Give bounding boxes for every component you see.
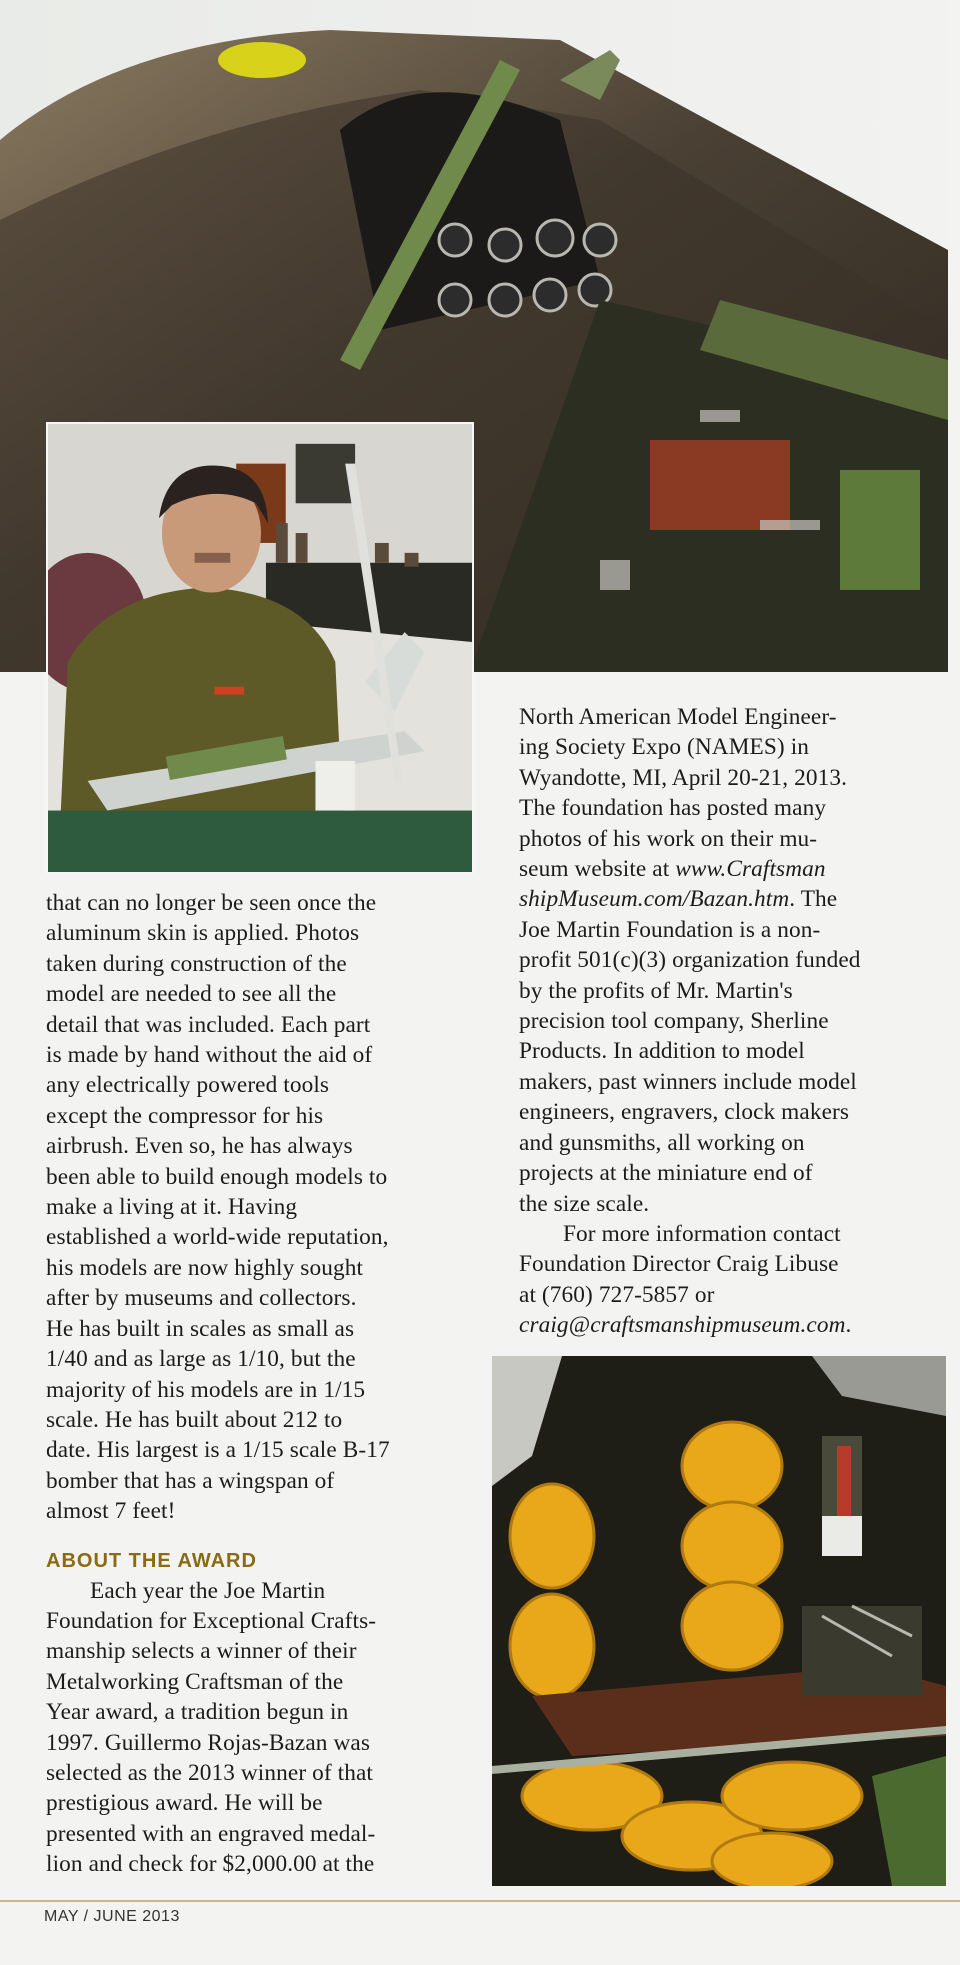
- text-line: established a world-wide reputation,: [46, 1224, 389, 1251]
- bomb-bay-model-photo: [492, 1356, 946, 1886]
- text-line: his models are now highly sought: [46, 1254, 364, 1281]
- text-line: North American Model Engineer-: [519, 704, 837, 730]
- text-line: Products. In addition to model: [519, 1038, 805, 1065]
- text-line: after by museums and collectors.: [46, 1285, 357, 1312]
- text-line: date. His largest is a 1/15 scale B-17: [46, 1437, 390, 1464]
- text-line: almost 7 feet!: [46, 1498, 176, 1525]
- text-line: profit 501(c)(3) organization funded: [519, 947, 861, 974]
- text-line: scale. He has built about 212 to: [46, 1406, 343, 1433]
- text-line: Metalworking Craftsman of the: [46, 1668, 344, 1695]
- text-line: majority of his models are in 1/15: [46, 1376, 366, 1403]
- text-line: been able to build enough models to: [46, 1163, 388, 1190]
- article-paragraph: [46, 888, 482, 1527]
- text-line: precision tool company, Sherline: [519, 1008, 829, 1035]
- text-line: aluminum skin is applied. Photos: [46, 920, 360, 947]
- text-line: and gunsmiths, all working on: [519, 1129, 805, 1156]
- footer-rule: [0, 1900, 960, 1902]
- article-paragraph: [519, 702, 949, 1219]
- text-line: Foundation Director Craig Libuse: [519, 1251, 839, 1278]
- contact-paragraph: [519, 1219, 949, 1341]
- website-url-part[interactable]: shipMuseum.com/Bazan.htm: [519, 886, 790, 913]
- text-line: presented with an engraved medal-: [46, 1820, 376, 1847]
- text-line: [519, 1310, 949, 1340]
- text-line: [519, 854, 949, 884]
- website-url-part[interactable]: www.Craftsman: [675, 856, 826, 883]
- text-line: make a living at it. Having: [46, 1194, 298, 1221]
- text-line: lion and check for $2,000.00 at the: [46, 1851, 375, 1878]
- text-line: Joe Martin Foundation is a non-: [519, 916, 821, 943]
- text-line: For more information contact: [563, 1220, 841, 1247]
- portrait-photo: [46, 422, 474, 874]
- text-line: at (760) 727-5857 or: [519, 1281, 715, 1308]
- text-line: model are needed to see all the: [46, 981, 337, 1008]
- text-line: He has built in scales as small as: [46, 1315, 355, 1342]
- contact-email[interactable]: craig@craftsmanshipmuseum.com: [519, 1312, 846, 1339]
- award-paragraph: [46, 1576, 482, 1880]
- text-line: Each year the Joe Martin: [90, 1577, 326, 1604]
- text-fragment: seum website at: [519, 856, 670, 883]
- text-line: Wyandotte, MI, April 20-21, 2013.: [519, 764, 848, 791]
- text-line: airbrush. Even so, he has always: [46, 1133, 353, 1160]
- text-line: 1997. Guillermo Rojas-Bazan was: [46, 1729, 371, 1756]
- text-line: is made by hand without the aid of: [46, 1042, 373, 1069]
- text-line: 1/40 and as large as 1/10, but the: [46, 1346, 356, 1373]
- text-line: Foundation for Exceptional Crafts-: [46, 1607, 377, 1634]
- text-fragment: . The: [789, 886, 838, 913]
- text-line: Year award, a tradition begun in: [46, 1699, 349, 1726]
- text-line: [519, 884, 949, 914]
- text-line: by the profits of Mr. Martin's: [519, 977, 793, 1004]
- text-line: manship selects a winner of their: [46, 1638, 357, 1665]
- text-line: projects at the miniature end of: [519, 1160, 813, 1187]
- section-heading-about-the-award: ABOUT THE AWARD: [46, 1549, 257, 1572]
- text-line: any electrically powered tools: [46, 1072, 330, 1099]
- text-fragment: .: [845, 1312, 852, 1339]
- text-line: that can no longer be seen once the: [46, 890, 377, 916]
- right-article-column: [519, 702, 949, 1341]
- text-line: the size scale.: [519, 1190, 650, 1217]
- text-line: except the compressor for his: [46, 1102, 324, 1129]
- left-article-column: [46, 888, 482, 1880]
- text-line: detail that was included. Each part: [46, 1011, 371, 1038]
- text-line: taken during construction of the: [46, 950, 347, 977]
- text-line: photos of his work on their mu-: [519, 825, 818, 852]
- text-line: makers, past winners include model: [519, 1068, 857, 1095]
- text-line: bomber that has a wingspan of: [46, 1467, 335, 1494]
- text-line: selected as the 2013 winner of that: [46, 1759, 373, 1786]
- text-line: The foundation has posted many: [519, 795, 827, 822]
- text-line: prestigious award. He will be: [46, 1790, 323, 1817]
- issue-date: MAY / JUNE 2013: [44, 1908, 180, 1925]
- text-line: ing Society Expo (NAMES) in: [519, 734, 810, 761]
- text-line: engineers, engravers, clock makers: [519, 1099, 850, 1126]
